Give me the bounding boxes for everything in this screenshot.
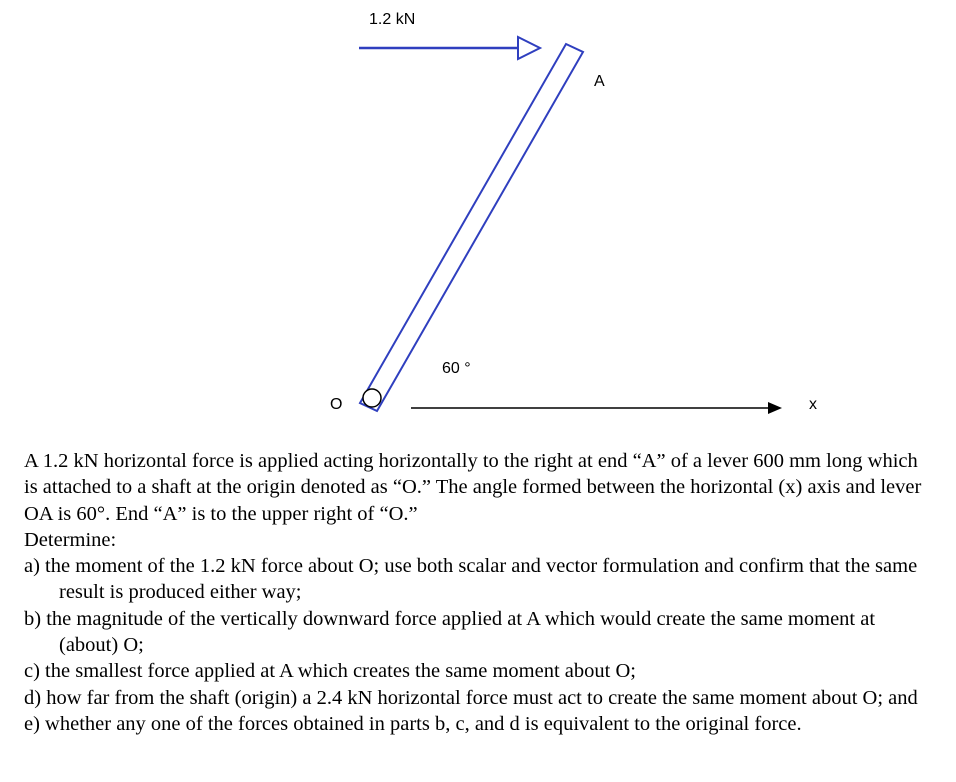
determine-heading: Determine: xyxy=(24,528,117,551)
force-arrow xyxy=(359,37,540,59)
angle-label: 60 ° xyxy=(442,360,471,377)
point-a-label: A xyxy=(594,73,605,90)
part-c: c) the smallest force applied at A which creates the same moment about O; xyxy=(24,660,636,683)
part-e: e) whether any one of the forces obtained in parts b, c, and d is equivalent to the original force. xyxy=(24,712,802,735)
part-d: d) how far from the shaft (origin) a 2.4 kN horizontal force must act to create the same moment about O; and xyxy=(24,686,918,709)
lever-oa xyxy=(360,44,583,411)
force-label: 1.2 kN xyxy=(369,11,416,28)
problem-intro: A 1.2 kN horizontal force is applied acting horizontally to the right at end “A” of a lever 600 mm long which is attached to a shaft at the origin denoted as “O.” The angle formed between the horizontal (x) axis and lever OA is 60°. End “A” is to the upper right of “O.” xyxy=(24,450,922,525)
part-a: a) the moment of the 1.2 kN force about O; use both scalar and vector formulation and confirm that the same result is produced either way; xyxy=(24,555,918,604)
x-axis-label: x xyxy=(809,396,817,413)
problem-statement xyxy=(24,448,934,737)
shaft-circle xyxy=(363,389,381,407)
origin-label: O xyxy=(330,396,343,413)
x-axis-arrow xyxy=(411,402,782,414)
part-b: b) the magnitude of the vertically downward force applied at A which would create the same moment at (about) O; xyxy=(24,607,876,657)
